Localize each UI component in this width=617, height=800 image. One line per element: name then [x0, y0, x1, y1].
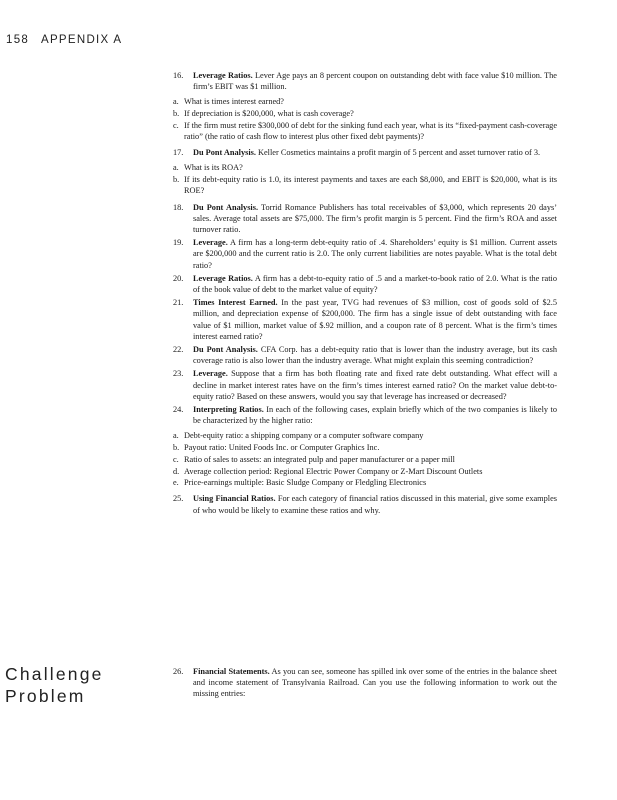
question-18: [173, 202, 557, 236]
question-16-parts: [173, 96, 557, 142]
question-title: Financial Statements.: [193, 667, 270, 676]
question-title: Du Pont Analysis.: [193, 148, 256, 158]
sub-text: Debt-equity ratio: a shipping company or a computer software company: [184, 431, 424, 441]
challenge-heading-line2: Problem: [5, 686, 86, 706]
sub-letter: b.: [173, 109, 180, 119]
question-20: [173, 273, 557, 295]
sub-letter: a.: [173, 431, 179, 441]
question-number: 25.: [173, 494, 184, 504]
sub-text: Ratio of sales to assets: an integrated pulp and paper manufacturer or a paper mill: [184, 454, 455, 464]
question-text: Keller Cosmetics maintains a profit margin of 5 percent and asset turnover ratio of 3.: [255, 148, 541, 158]
question-number: 26.: [173, 667, 184, 676]
question-16: [173, 70, 557, 92]
question-text: As you can see, someone has spilled ink over some of the entries in the balance sheet and income statement of Transylvania Railroad. Can you use the following information to work out the missing entries:: [193, 667, 557, 699]
sub-text: If the firm must retire $300,000 of debt for the sinking fund each year, what is its “fixed-payment cash-coverage ratio” (the ratio of cash flow to interest plus other fixed debt payments)?: [184, 120, 557, 142]
sub-text: If its debt-equity ratio is 1.0, its interest payments and taxes are each $8,000, and EBIT is $20,000, what is its ROE?: [184, 175, 557, 196]
question-17-parts: [173, 162, 557, 196]
sub-text: Payout ratio: United Foods Inc. or Computer Graphics Inc.: [184, 443, 380, 453]
sub-question: [173, 466, 557, 477]
question-text: In the past year, TVG had revenues of $3 million, cost of goods sold of $2.5 million, and depreciation expense of $200,000. The firm has a single issue of debt outstanding with face value of $1 million, market value of $.92 million, and a coupon rate of 8 percent. What is the firm’s times interest earned ratio?: [193, 298, 557, 341]
question-24: [173, 404, 557, 426]
question-text: For each category of financial ratios discussed in this material, give some examples of who would be likely to examine these ratios and why.: [193, 494, 557, 515]
questions-list: [173, 70, 557, 518]
question-title: Leverage.: [193, 369, 228, 379]
running-header: [6, 34, 122, 46]
question-title: Leverage.: [193, 238, 228, 248]
sub-question: [173, 162, 557, 173]
question-text: In each of the following cases, explain briefly which of the two companies is likely to be characterized by the higher ratio:: [193, 404, 557, 426]
page-number: 158: [6, 34, 30, 46]
sub-question: [173, 454, 557, 465]
section-title: APPENDIX A: [40, 34, 123, 46]
question-21: [173, 297, 557, 342]
sub-question: [173, 174, 557, 196]
sub-letter: e.: [173, 478, 179, 488]
sub-letter: a.: [173, 97, 179, 107]
sub-letter: a.: [173, 163, 179, 173]
question-title: Du Pont Analysis.: [193, 202, 259, 212]
question-26: [173, 666, 557, 700]
sub-letter: c.: [173, 120, 179, 130]
question-number: 17.: [173, 148, 184, 158]
sub-question: [173, 96, 557, 107]
question-text: Suppose that a firm has both floating rate and fixed rate debt outstanding. What effect will a decline in market interest rates have on the firm’s times interest earned ratio? On the market value debt-to-equity ratio? Based on these answers, would you say that leverage has increased or decreased?: [193, 369, 557, 401]
question-19: [173, 237, 557, 271]
question-number: 23.: [173, 369, 184, 379]
sub-letter: b.: [173, 443, 180, 453]
question-title: Leverage Ratios.: [193, 273, 253, 283]
question-17: [173, 147, 557, 158]
question-number: 18.: [173, 202, 184, 212]
sub-question: [173, 120, 557, 142]
sub-letter: c.: [173, 454, 179, 464]
question-number: 20.: [173, 273, 184, 283]
question-text: A firm has a debt-to-equity ratio of .5 and a market-to-book ratio of 2.0. What is the ratio of the book value of debt to the market value of equity?: [193, 273, 557, 294]
question-number: 19.: [173, 238, 184, 248]
question-22: [173, 344, 557, 366]
sub-text: If depreciation is $200,000, what is cash coverage?: [184, 109, 354, 119]
question-23: [173, 368, 557, 402]
sub-question: [173, 477, 557, 488]
question-title: Leverage Ratios.: [193, 71, 253, 80]
question-number: 24.: [173, 404, 184, 414]
question-title: Du Pont Analysis.: [193, 344, 258, 354]
sub-text: What is times interest earned?: [184, 97, 284, 107]
sub-question: [173, 430, 557, 441]
question-number: 21.: [173, 298, 184, 308]
challenge-heading-line1: Challenge: [5, 664, 104, 684]
question-text: A firm has a long-term debt-equity ratio of .4. Shareholders’ equity is $1 million. Current assets are $200,000 and the current ratio is 2.0. The only current liabilities are notes payable. What is the total debt ratio?: [193, 238, 557, 270]
sub-letter: d.: [173, 466, 180, 476]
question-26-block: [173, 666, 557, 702]
question-text: Torrid Romance Publishers has total receivables of $3,000, which represents 20 days’ sales. Average total assets are $75,000. The firm’s profit margin is 5 percent. Find the firm’s ROA and asset turnover ratio.: [193, 202, 557, 234]
sub-question: [173, 442, 557, 453]
question-title: Using Financial Ratios.: [193, 494, 276, 504]
challenge-problem-heading: [5, 663, 104, 707]
question-number: 22.: [173, 344, 184, 354]
sub-text: Price-earnings multiple: Basic Sludge Company or Fledgling Electronics: [184, 478, 427, 488]
question-text: CFA Corp. has a debt-equity ratio that is lower than the industry average, but its cash coverage ratio is also lower than the industry average. What might explain this seeming contradiction?: [193, 344, 557, 366]
question-24-parts: [173, 430, 557, 488]
question-25: [173, 493, 557, 515]
sub-text: What is its ROA?: [184, 163, 243, 173]
sub-text: Average collection period: Regional Electric Power Company or Z-Mart Discount Outlets: [184, 466, 483, 476]
sub-question: [173, 108, 557, 119]
question-number: 16.: [173, 71, 184, 80]
question-title: Interpreting Ratios.: [193, 404, 264, 414]
question-title: Times Interest Earned.: [193, 298, 278, 308]
question-text: Lever Age pays an 8 percent coupon on outstanding debt with face value $10 million. The firm’s EBIT was $1 million.: [193, 71, 557, 92]
sub-letter: b.: [173, 175, 180, 185]
